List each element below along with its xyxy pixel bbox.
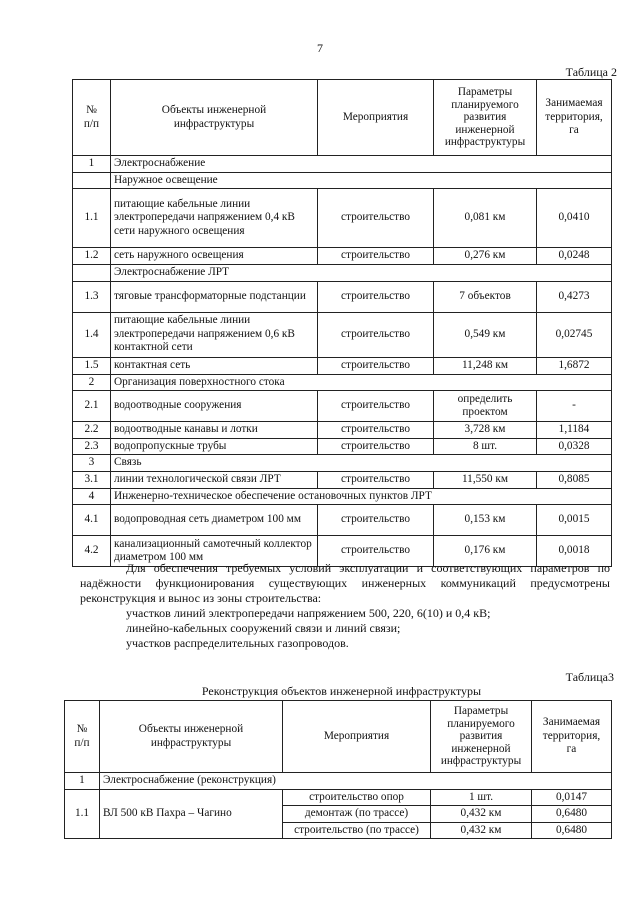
row-num: 3.1 <box>73 471 111 488</box>
row-params: 11,248 км <box>434 357 537 374</box>
empty-cell <box>73 265 111 282</box>
row-num: 2.1 <box>73 391 111 422</box>
table-subsection-row <box>73 172 612 189</box>
section-num: 4 <box>73 488 111 505</box>
table-row <box>73 505 612 536</box>
body-list-item: линейно-кабельных сооружений связи и линий связи; <box>126 621 401 635</box>
row-num: 2.3 <box>73 438 111 455</box>
row-params: 0,432 км <box>431 806 532 823</box>
row-params: 0,276 км <box>434 248 537 265</box>
row-object: водоотводные сооружения <box>111 391 318 422</box>
body-list-item: участков линий электропередачи напряжением 500, 220, 6(10) и 0,4 кВ; <box>126 606 491 620</box>
row-measure: строительство <box>318 391 434 422</box>
header-num: № п/п <box>73 80 111 156</box>
table-row <box>65 789 612 806</box>
section-num: 1 <box>73 156 111 173</box>
row-params: 7 объектов <box>434 281 537 312</box>
table-section-row <box>73 455 612 472</box>
row-measure: строительство (по трассе) <box>283 822 431 839</box>
section-title: Организация поверхностного стока <box>111 374 612 391</box>
section-title: Связь <box>111 455 612 472</box>
section-num: 3 <box>73 455 111 472</box>
row-object: канализационный самотечный коллектор диаметром 100 мм <box>111 536 318 567</box>
row-params: 3,728 км <box>434 422 537 439</box>
table3-title: Реконструкция объектов инженерной инфраструктуры <box>201 684 482 698</box>
row-params: 0,153 км <box>434 505 537 536</box>
section-num: 1 <box>65 773 100 790</box>
row-measure: строительство <box>318 536 434 567</box>
table2-body <box>73 156 612 567</box>
row-measure: строительство <box>318 505 434 536</box>
table-row <box>73 471 612 488</box>
section-title: Электроснабжение (реконструкция) <box>100 773 612 790</box>
page-number: 7 <box>317 41 323 55</box>
row-params: 0,176 км <box>434 536 537 567</box>
table-subsection-row <box>73 265 612 282</box>
table-section-row <box>65 773 612 790</box>
row-object: ВЛ 500 кВ Пахра – Чагино <box>100 789 283 839</box>
row-object: контактная сеть <box>111 357 318 374</box>
row-area: 0,0328 <box>537 438 612 455</box>
row-area: 0,4273 <box>537 281 612 312</box>
table2 <box>72 79 612 567</box>
header-area: Занимаемая территория, га <box>537 80 612 156</box>
table-section-row <box>73 488 612 505</box>
row-area: 1,6872 <box>537 357 612 374</box>
row-area: 0,0410 <box>537 189 612 248</box>
row-object: питающие кабельные линии электропередачи напряжением 0,4 кВ сети наружного освещения <box>111 189 318 248</box>
row-params: 0,549 км <box>434 312 537 357</box>
row-measure: строительство <box>318 357 434 374</box>
table-row <box>73 248 612 265</box>
row-area: 0,02745 <box>537 312 612 357</box>
table-section-row <box>73 156 612 173</box>
section-title: Инженерно-техническое обеспечение остановочных пунктов ЛРТ <box>111 488 612 505</box>
table2-header <box>73 80 612 156</box>
header-measure: Мероприятия <box>318 80 434 156</box>
row-measure: строительство <box>318 189 434 248</box>
section-num: 2 <box>73 374 111 391</box>
row-area: 0,6480 <box>532 822 612 839</box>
row-measure: строительство <box>318 471 434 488</box>
row-num: 4.1 <box>73 505 111 536</box>
table3-caption: Таблица3 <box>565 670 614 684</box>
row-params: 11,550 км <box>434 471 537 488</box>
table2-caption: Таблица 2 <box>565 65 617 79</box>
row-object: водопропускные трубы <box>111 438 318 455</box>
row-measure: строительство <box>318 312 434 357</box>
table-row <box>73 422 612 439</box>
row-area: 0,0018 <box>537 536 612 567</box>
row-object: водоотводные канавы и лотки <box>111 422 318 439</box>
table3-body <box>65 773 612 839</box>
table-row <box>73 312 612 357</box>
header-object: Объекты инженерной инфраструктуры <box>100 701 283 773</box>
row-num: 1.1 <box>65 789 100 839</box>
row-params: 1 шт. <box>431 789 532 806</box>
row-params: 0,081 км <box>434 189 537 248</box>
row-params: определить проектом <box>434 391 537 422</box>
row-measure: строительство <box>318 422 434 439</box>
table-row <box>73 391 612 422</box>
row-num: 2.2 <box>73 422 111 439</box>
header-num: № п/п <box>65 701 100 773</box>
empty-cell <box>73 172 111 189</box>
table-row <box>73 281 612 312</box>
header-object: Объекты инженерной инфраструктуры <box>111 80 318 156</box>
body-paragraph: Для обеспечения требуемых условий эксплуатации и соответствующих параметров по надёжности функционирования существующих инженерных коммуникаций предусмотрены реконструкция и вынос из зоны строительства: <box>80 561 610 605</box>
row-measure: демонтаж (по трассе) <box>283 806 431 823</box>
row-measure: строительство <box>318 438 434 455</box>
row-area: - <box>537 391 612 422</box>
row-object: сеть наружного освещения <box>111 248 318 265</box>
table-row <box>73 357 612 374</box>
section-title: Электроснабжение <box>111 156 612 173</box>
row-measure: строительство опор <box>283 789 431 806</box>
table3 <box>64 700 612 839</box>
table-section-row <box>73 374 612 391</box>
row-area: 1,1184 <box>537 422 612 439</box>
row-area: 0,8085 <box>537 471 612 488</box>
subsection-title: Наружное освещение <box>111 172 612 189</box>
row-object: тяговые трансформаторные подстанции <box>111 281 318 312</box>
table-row <box>73 189 612 248</box>
body-text <box>80 561 610 651</box>
row-params: 0,432 км <box>431 822 532 839</box>
header-params: Параметры планируемого развития инженерной инфраструктуры <box>434 80 537 156</box>
row-area: 0,0015 <box>537 505 612 536</box>
row-num: 1.3 <box>73 281 111 312</box>
row-num: 1.2 <box>73 248 111 265</box>
row-measure: строительство <box>318 248 434 265</box>
subsection-title: Электроснабжение ЛРТ <box>111 265 612 282</box>
row-num: 1.1 <box>73 189 111 248</box>
header-area: Занимаемая территория, га <box>532 701 612 773</box>
row-object: линии технологической связи ЛРТ <box>111 471 318 488</box>
table-row <box>73 438 612 455</box>
table3-header <box>65 701 612 773</box>
row-num: 1.5 <box>73 357 111 374</box>
row-area: 0,0248 <box>537 248 612 265</box>
row-params: 8 шт. <box>434 438 537 455</box>
row-measure: строительство <box>318 281 434 312</box>
header-measure: Мероприятия <box>283 701 431 773</box>
row-object: питающие кабельные линии электропередачи напряжением 0,6 кВ контактной сети <box>111 312 318 357</box>
row-num: 1.4 <box>73 312 111 357</box>
row-object: водопроводная сеть диаметром 100 мм <box>111 505 318 536</box>
body-list-item: участков распределительных газопроводов. <box>126 636 349 650</box>
row-area: 0,0147 <box>532 789 612 806</box>
row-area: 0,6480 <box>532 806 612 823</box>
header-params: Параметры планируемого развития инженерной инфраструктуры <box>431 701 532 773</box>
row-num: 4.2 <box>73 536 111 567</box>
